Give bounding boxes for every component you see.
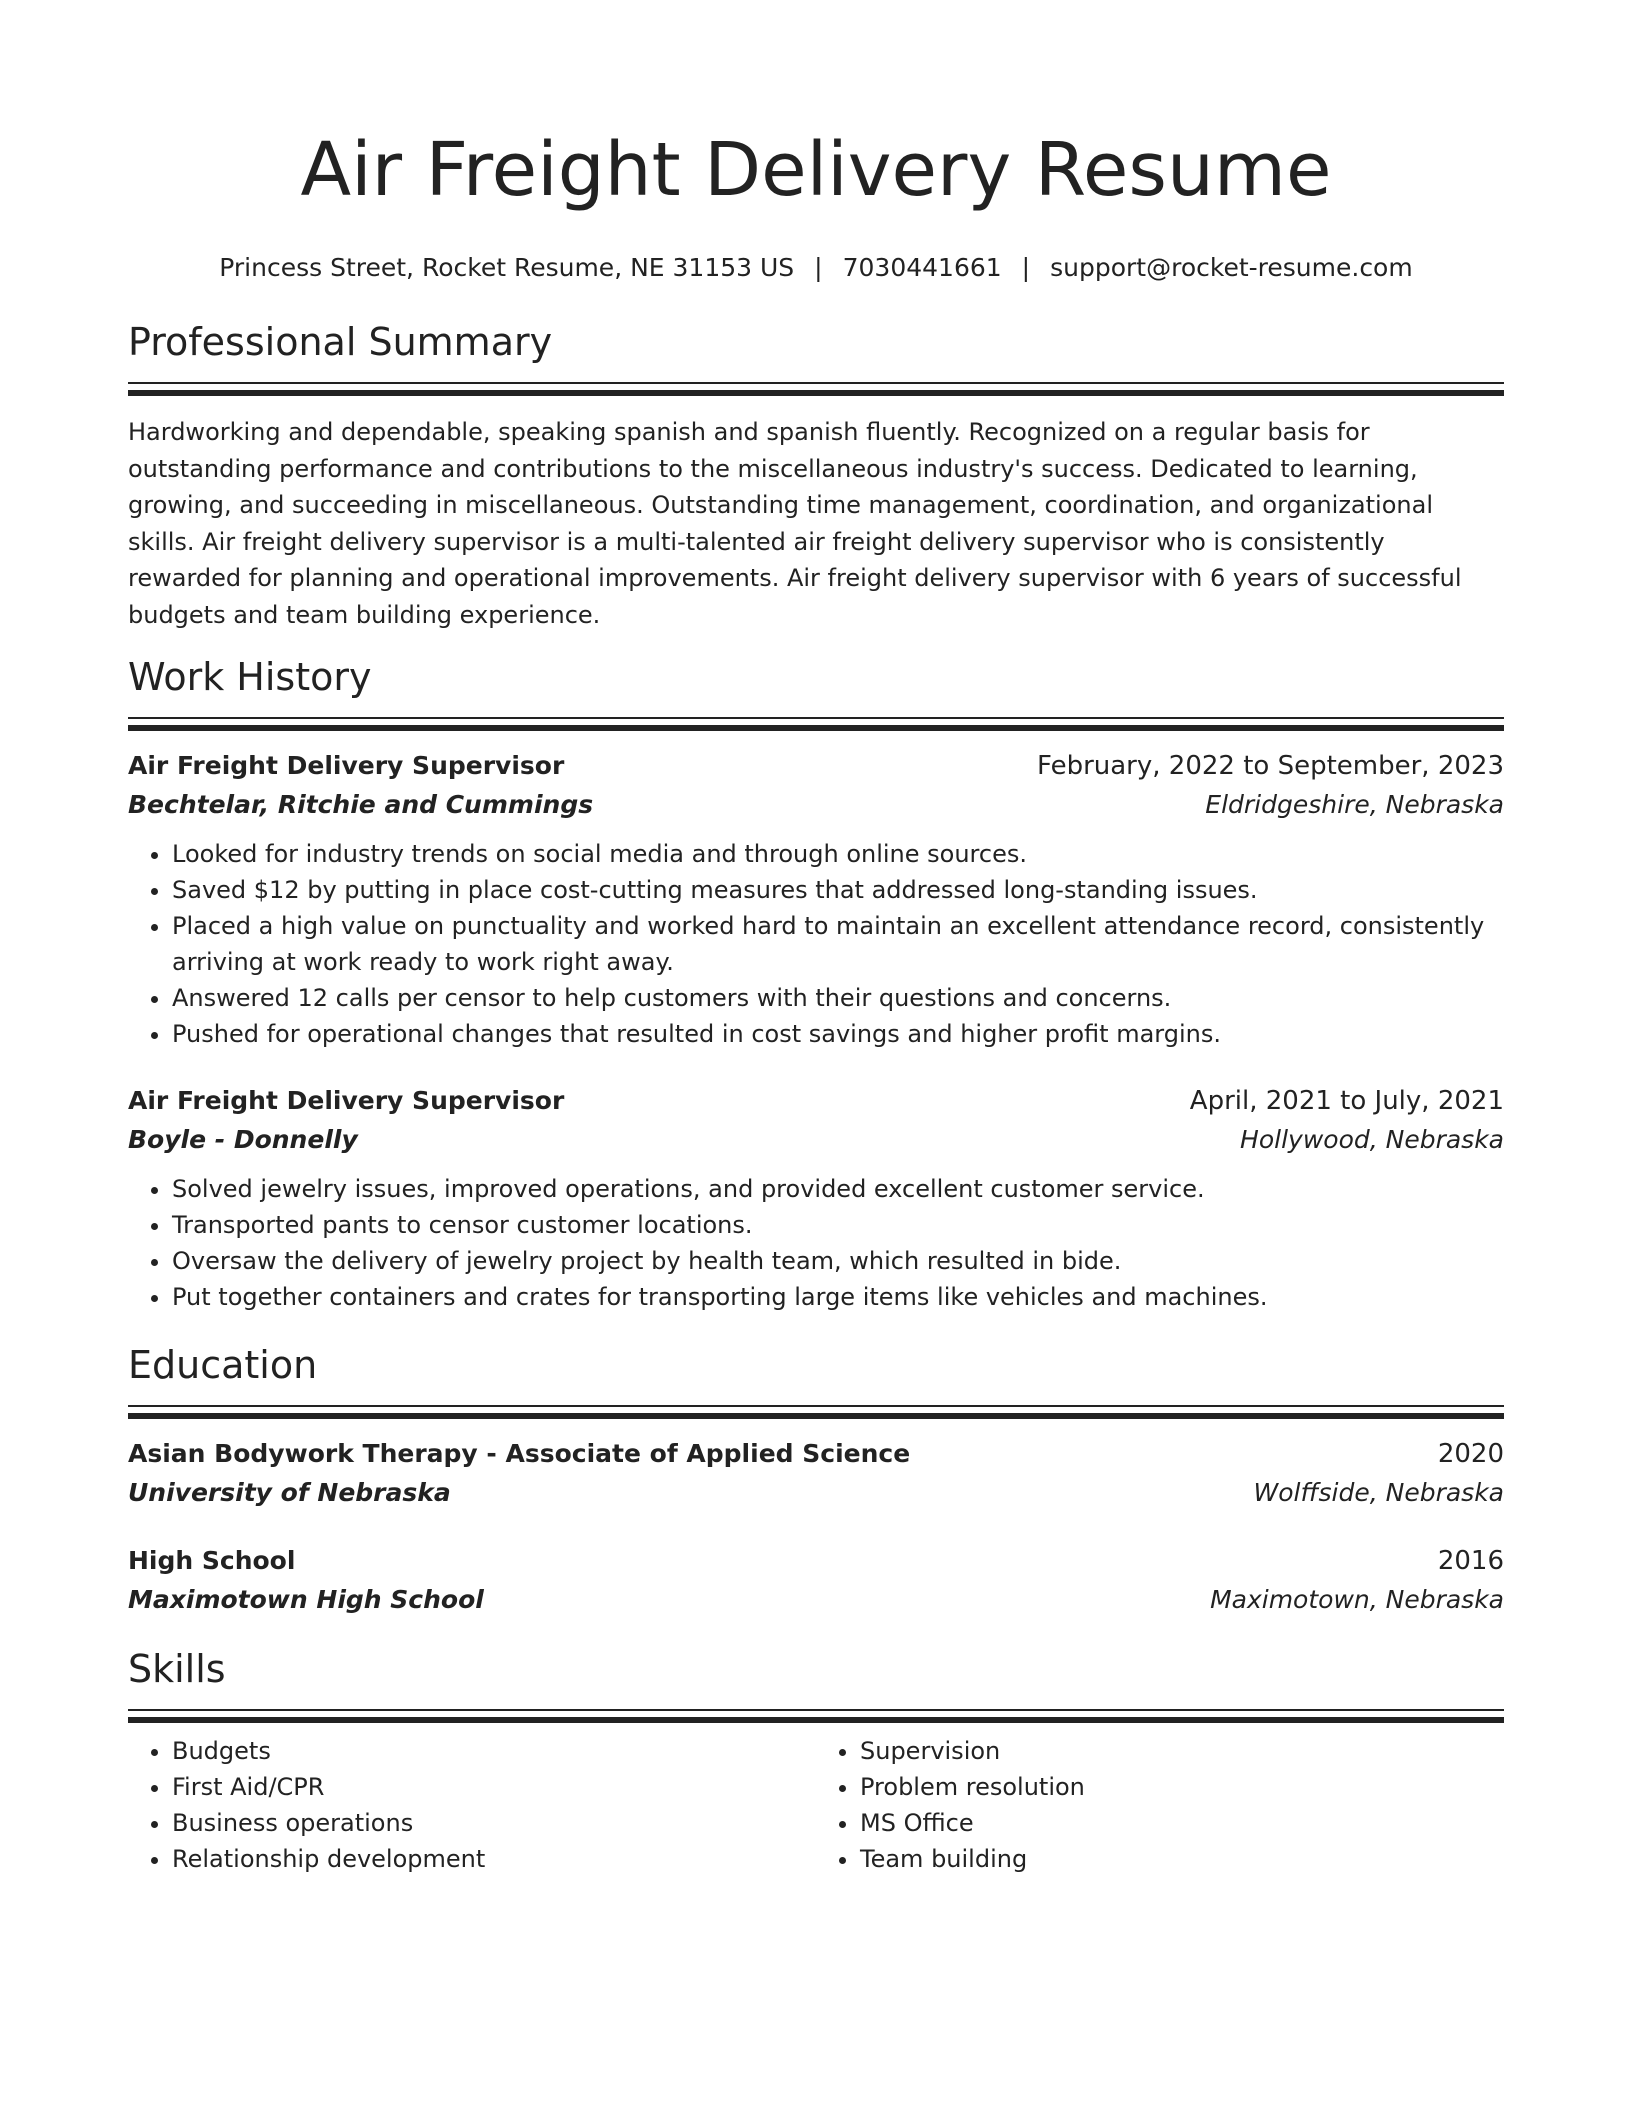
job-title: Air Freight Delivery Supervisor <box>128 751 565 780</box>
skill-item: • Supervision <box>860 1733 1504 1769</box>
education-location: Maximotown, Nebraska <box>1210 1585 1504 1614</box>
skill-item: • Team building <box>860 1841 1504 1877</box>
skills-list-right <box>816 1733 1504 1877</box>
education-degree: Asian Bodywork Therapy - Associate of Applied Science <box>128 1439 911 1468</box>
summary-text: Hardworking and dependable, speaking spanish and spanish fluently. Recognized on a regular basis for outstanding performance and contributions to the miscellaneous industry's success. Dedicated to learning, growing, and succeeding in miscellaneous. Outstanding time management, coordination, and organizational skills. Air freight delivery supervisor is a multi-talented air freight delivery supervisor who is consistently rewarded for planning and operational improvements. Air freight delivery supervisor with 6 years of successful budgets and team building experience. <box>128 418 1462 629</box>
job-dates: February, 2022 to September, 2023 <box>1037 751 1504 781</box>
job-entry <box>128 747 1504 1052</box>
summary-section <box>128 318 1504 633</box>
contact-address: Princess Street, Rocket Resume, NE 31153 US <box>219 253 795 282</box>
skill-item: • Problem resolution <box>860 1769 1504 1805</box>
skill-item: • Relationship development <box>172 1841 816 1877</box>
education-section <box>128 1341 1504 1619</box>
list-item: • Oversaw the delivery of jewelry project by health team, which resulted in bide. <box>172 1243 1504 1279</box>
skills-section <box>128 1645 1504 1877</box>
section-divider <box>128 1405 1504 1419</box>
list-item: • Looked for industry trends on social media and through online sources. <box>172 836 1504 872</box>
job-company: Bechtelar, Ritchie and Cummings <box>128 790 594 819</box>
education-entry <box>128 1435 1504 1512</box>
education-year: 2020 <box>1437 1439 1504 1469</box>
skills-heading: Skills <box>128 1647 226 1691</box>
list-item: • Solved jewelry issues, improved operations, and provided excellent customer service. <box>172 1171 1504 1207</box>
job-company: Boyle - Donnelly <box>128 1125 358 1154</box>
skill-item: • First Aid/CPR <box>172 1769 816 1805</box>
job-location: Hollywood, Nebraska <box>1240 1125 1504 1154</box>
job-bullets <box>128 836 1504 1052</box>
list-item: • Transported pants to censor customer locations. <box>172 1207 1504 1243</box>
work-history-section <box>128 653 1504 1315</box>
job-dates: April, 2021 to July, 2021 <box>1189 1086 1504 1116</box>
education-school: Maximotown High School <box>128 1585 484 1614</box>
section-divider <box>128 382 1504 396</box>
list-item: • Put together containers and crates for transporting large items like vehicles and machines. <box>172 1279 1504 1315</box>
contact-phone: 7030441661 <box>842 253 1002 282</box>
contact-separator: | <box>814 253 823 282</box>
education-location: Wolffside, Nebraska <box>1253 1478 1504 1507</box>
summary-heading: Professional Summary <box>128 320 553 364</box>
list-item: • Placed a high value on punctuality and worked hard to maintain an excellent attendance record, consistently arriving at work ready to work right away. <box>172 908 1504 980</box>
list-item: • Pushed for operational changes that resulted in cost savings and higher profit margins. <box>172 1016 1504 1052</box>
job-bullets <box>128 1171 1504 1315</box>
section-divider <box>128 1709 1504 1723</box>
section-divider <box>128 717 1504 731</box>
job-title: Air Freight Delivery Supervisor <box>128 1086 565 1115</box>
contact-line <box>128 252 1504 284</box>
contact-email: support@rocket-resume.com <box>1050 253 1413 282</box>
skills-columns <box>128 1733 1504 1877</box>
education-degree: High School <box>128 1546 296 1575</box>
list-item: • Answered 12 calls per censor to help customers with their questions and concerns. <box>172 980 1504 1016</box>
skill-item: • Budgets <box>172 1733 816 1769</box>
job-location: Eldridgeshire, Nebraska <box>1205 790 1504 819</box>
job-entry <box>128 1082 1504 1315</box>
education-year: 2016 <box>1437 1546 1504 1576</box>
education-heading: Education <box>128 1343 318 1387</box>
contact-separator: | <box>1021 253 1031 282</box>
education-school: University of Nebraska <box>128 1478 451 1507</box>
skill-item: • MS Office <box>860 1805 1504 1841</box>
skills-list-left <box>128 1733 816 1877</box>
skill-item: • Business operations <box>172 1805 816 1841</box>
work-history-heading: Work History <box>128 655 372 699</box>
education-entry <box>128 1542 1504 1619</box>
list-item: • Saved $12 by putting in place cost-cutting measures that addressed long-standing issues. <box>172 872 1504 908</box>
resume-title: Air Freight Delivery Resume <box>300 127 1332 213</box>
